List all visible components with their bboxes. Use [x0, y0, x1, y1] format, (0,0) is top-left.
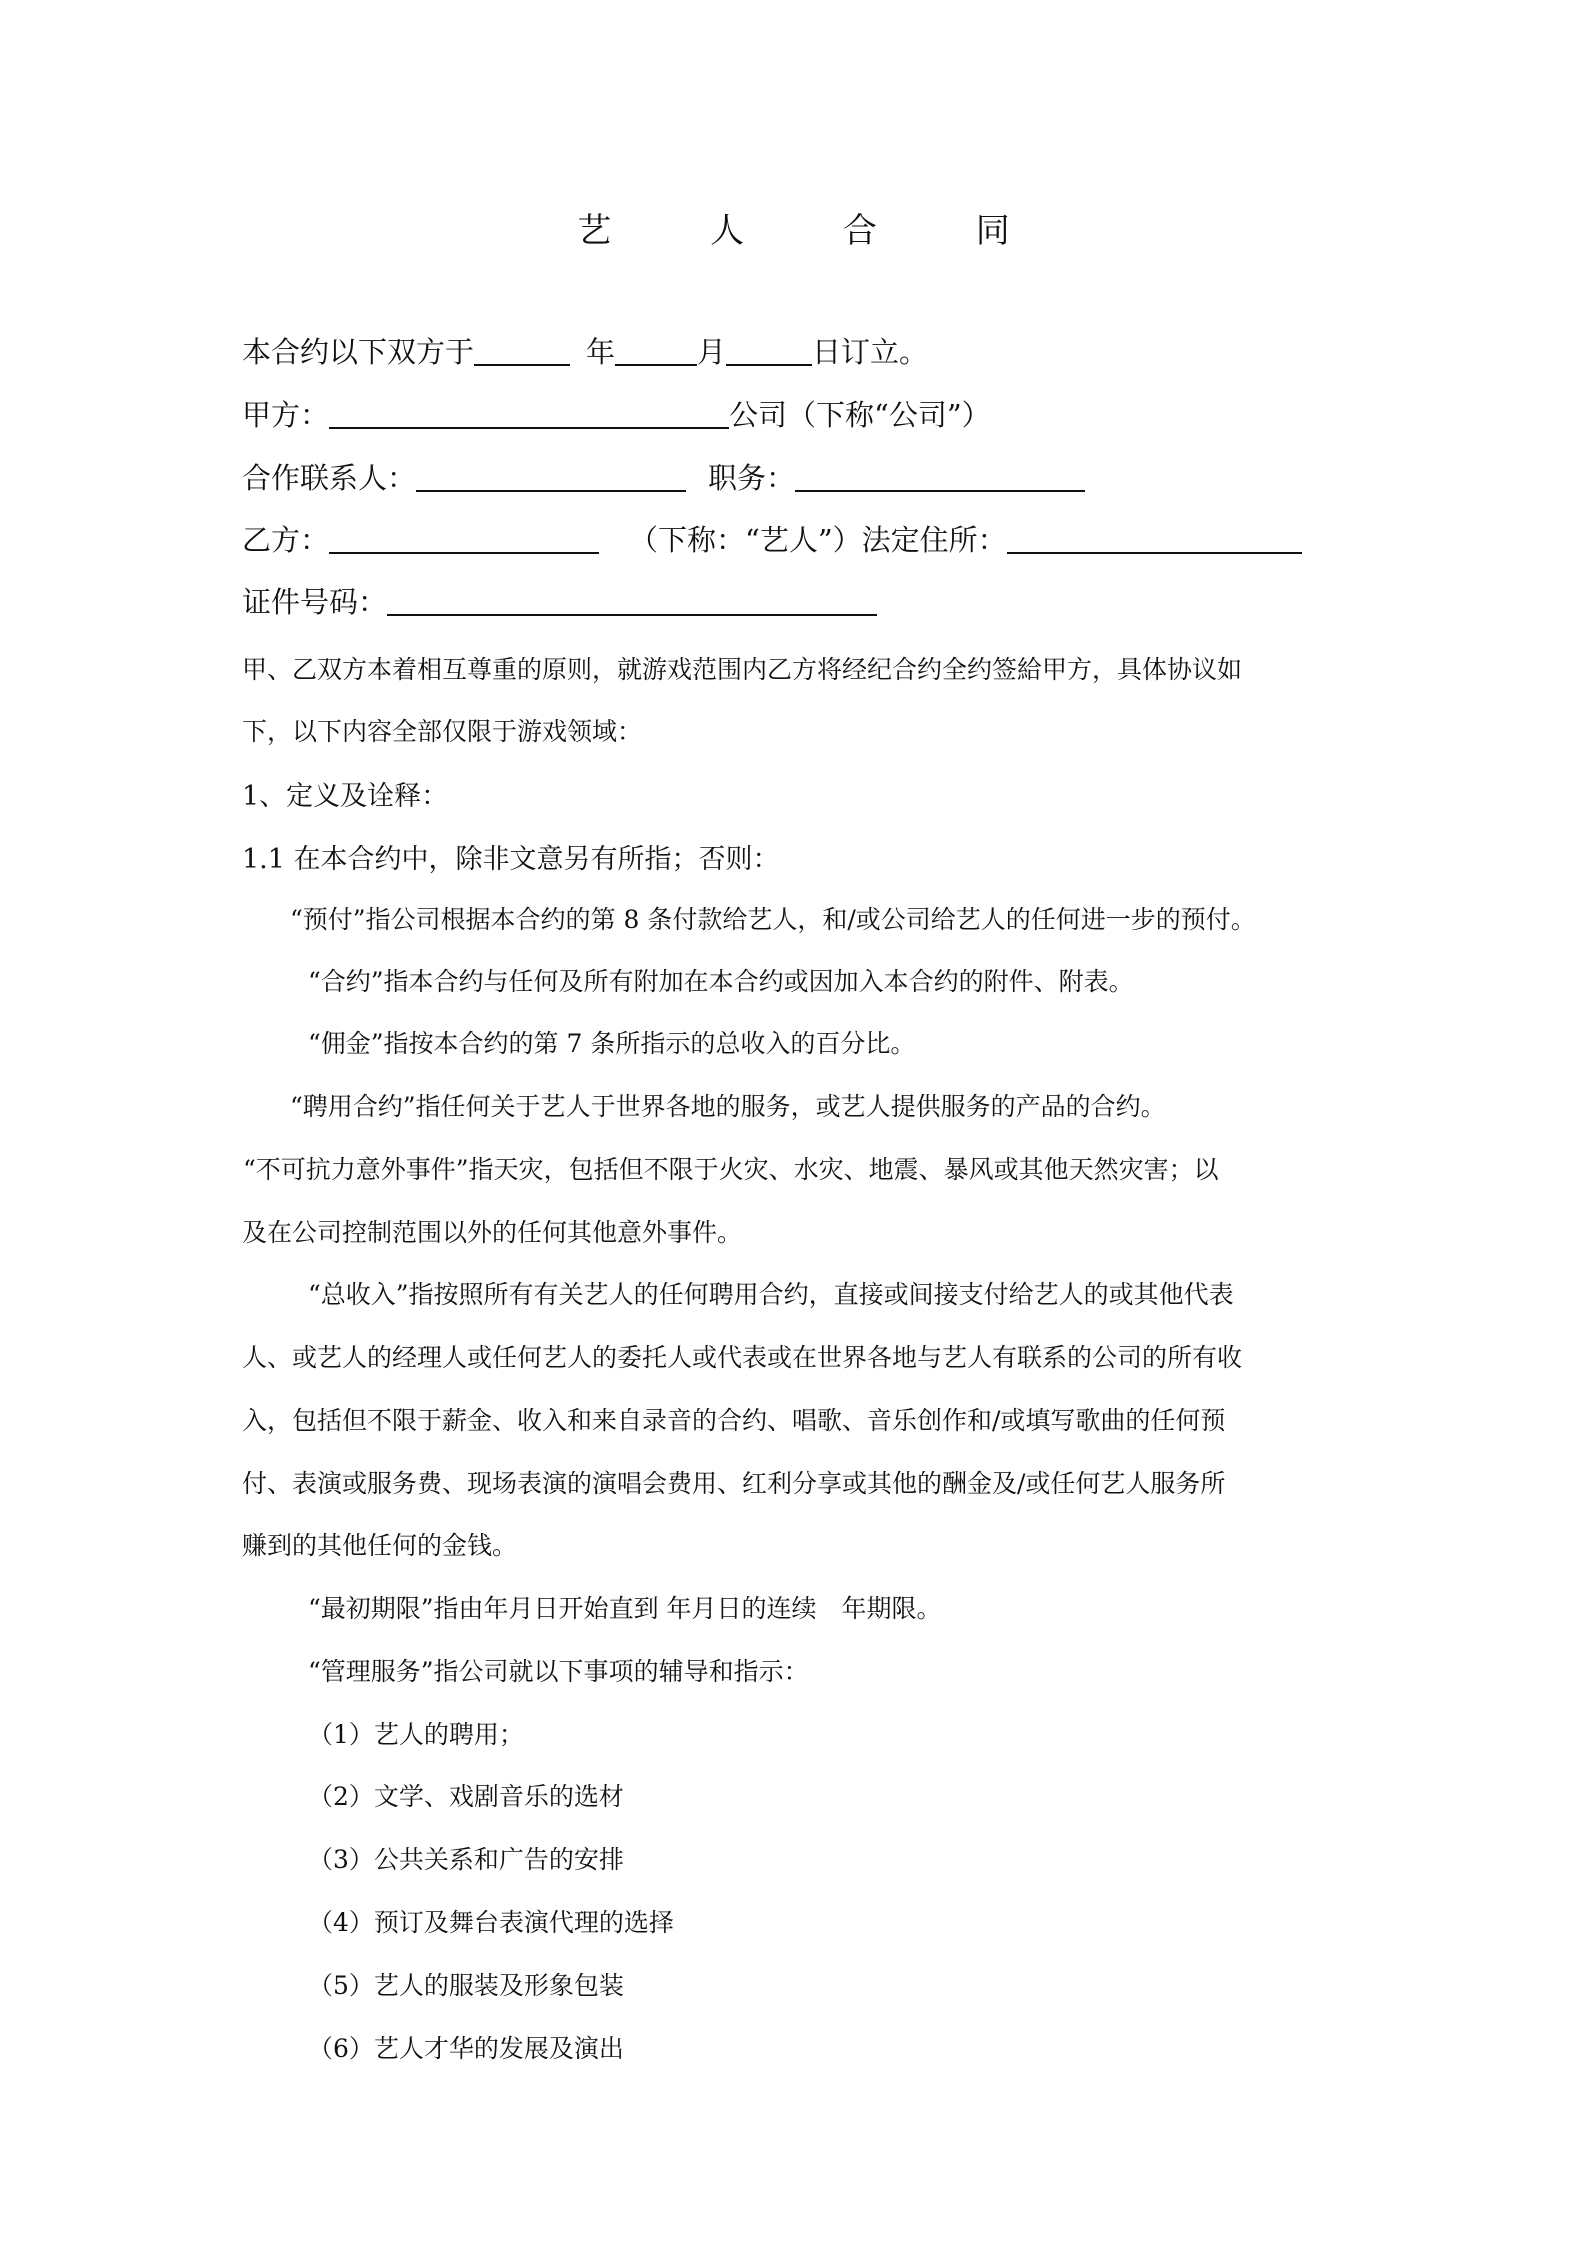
definition-line: “总收入”指按照所有有关艺人的任何聘用合约，直接或间接支付给艺人的或其他代表 — [308, 1280, 1234, 1309]
definition-line: 及在公司控制范围以外的任何其他意外事件。 — [242, 1218, 743, 1247]
contact-label: 合作联系人： — [242, 461, 417, 495]
list-item: （5）艺人的服装及形象包装 — [308, 1971, 624, 2000]
id-number-label: 证件号码： — [242, 585, 388, 619]
definition-line: “预付”指公司根据本合约的第 8 条付款给艺人，和/或公司给艺人的任何进一步的预付。 — [290, 905, 1256, 934]
section-heading: 1、定义及诠释： — [242, 781, 449, 812]
date-blank-day-field[interactable] — [474, 340, 570, 366]
day-suffix: 日订立。 — [812, 335, 929, 369]
month-label: 月 — [697, 335, 727, 369]
list-item: （1）艺人的聘用； — [308, 1720, 524, 1749]
list-item: （4）预订及舞台表演代理的选择 — [308, 1908, 674, 1937]
definition-line: “最初期限”指由年月日开始直到 年月日的连续 年期限。 — [308, 1594, 942, 1623]
party-b-line — [242, 518, 1302, 559]
id-number-field[interactable] — [387, 590, 877, 616]
contact-name-field[interactable] — [416, 466, 686, 492]
position-label: 职务： — [708, 461, 796, 495]
definition-line: “管理服务”指公司就以下事项的辅导和指示： — [308, 1657, 809, 1686]
position-field[interactable] — [795, 466, 1085, 492]
document-title: 艺 人 合 同 — [577, 211, 1054, 251]
paragraph-line: 下，以下内容全部仅限于游戏领域： — [242, 717, 643, 746]
definition-line: “佣金”指按本合约的第 7 条所指示的总收入的百分比。 — [308, 1029, 916, 1058]
party-b-name-field[interactable] — [329, 528, 599, 554]
party-b-label: 乙方： — [242, 523, 330, 557]
year-label: 年 — [586, 335, 616, 369]
day-blank-field[interactable] — [726, 340, 812, 366]
contact-line — [242, 456, 1085, 497]
list-item: （3）公共关系和广告的安排 — [308, 1845, 624, 1874]
definition-line: 入，包括但不限于薪金、收入和来自录音的合约、唱歌、音乐创作和/或填写歌曲的任何预 — [242, 1406, 1226, 1435]
legal-residence-field[interactable] — [1007, 528, 1302, 554]
party-a-label: 甲方： — [242, 398, 330, 432]
party-a-line — [242, 393, 991, 434]
month-blank-field[interactable] — [615, 340, 697, 366]
id-number-line — [242, 580, 877, 621]
list-item: （6）艺人才华的发展及演出 — [308, 2034, 624, 2063]
paragraph-line: 甲、乙双方本着相互尊重的原则，就游戏范围内乙方将经纪合约全约签給甲方，具体协议如 — [242, 655, 1243, 684]
definition-line: “聘用合约”指任何关于艺人于世界各地的服务，或艺人提供服务的产品的合约。 — [290, 1092, 1166, 1121]
date-prefix: 本合约以下双方于 — [242, 335, 475, 369]
definition-line: “合约”指本合约与任何及所有附加在本合约或因加入本合约的附件、附表。 — [308, 967, 1134, 996]
party-a-suffix: 公司（下称“公司”） — [729, 398, 991, 432]
definition-line: 人、或艺人的经理人或任何艺人的委托人或代表或在世界各地与艺人有联系的公司的所有收 — [242, 1343, 1243, 1372]
definition-line: 付、表演或服务费、现场表演的演唱会费用、红利分享或其他的酬金及/或任何艺人服务所 — [242, 1469, 1226, 1498]
definition-line: 赚到的其他任何的金钱。 — [242, 1531, 518, 1560]
subsection-heading: 1.1 在本合约中，除非文意另有所指；否则： — [242, 844, 780, 875]
list-item: （2）文学、戏剧音乐的选材 — [308, 1782, 624, 1811]
date-line — [242, 330, 928, 371]
party-b-middle: （下称：“艺人”）法定住所： — [629, 523, 1007, 557]
definition-line: “不可抗力意外事件”指天灾，包括但不限于火灾、水灾、地震、暴风或其他天然灾害；以 — [243, 1155, 1219, 1184]
party-a-name-field[interactable] — [329, 403, 729, 429]
